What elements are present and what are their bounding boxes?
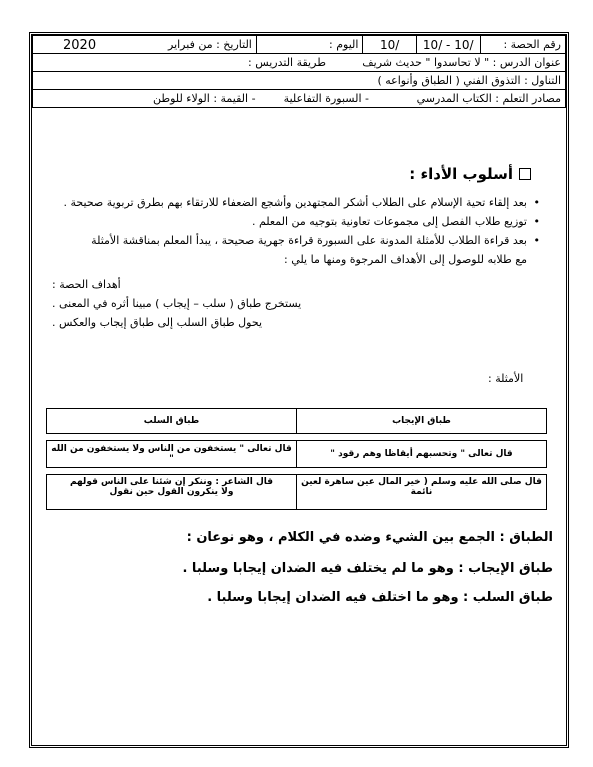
performance-heading <box>409 165 531 183</box>
checkbox-square-icon <box>519 168 531 180</box>
definition-line-2: طباق الإيجاب : وهو ما لم يختلف فيه الضدان إيجابا وسلبا . <box>182 561 553 576</box>
examples-row-2 <box>47 475 547 510</box>
row2-ijab-cell: قال صلى الله عليه وسلم ( خير المال عين ساهرة لعين نائمة <box>297 475 547 510</box>
row2-salb-cell <box>47 475 297 510</box>
performance-bullet-continuation: مع طلابه للوصول إلى الأهداف المرجوة ومنها ما يلي : <box>284 253 527 266</box>
performance-title: أسلوب الأداء : <box>409 165 513 183</box>
row2-salb-line-2: ولا ينكرون القول حين نقول <box>109 487 234 497</box>
session-number-label: رقم الحصة : <box>480 36 565 54</box>
value-label: - القيمة : الولاء للوطن <box>153 92 256 105</box>
objective-item-1: يستخرج طباق ( سلب – إيجاب ) مبينا أثره في المعنى . <box>52 297 302 310</box>
objectives-title: أهداف الحصة : <box>52 278 121 291</box>
examples-table <box>46 408 547 510</box>
objective-item-2: يحول طباق السلب إلى طباق إيجاب والعكس . <box>52 316 263 329</box>
tanawul-label: التناول : التذوق الفني ( الطباق وأنواعه ) <box>33 72 566 90</box>
page-border <box>29 32 569 748</box>
header-row-lesson <box>33 54 566 72</box>
date-label: التاريخ : من فبراير <box>168 38 252 51</box>
col-header-salb: طباق السلب <box>47 409 297 434</box>
date-field-2: 10/ - 10/ <box>416 36 480 54</box>
examples-header-row <box>47 409 547 434</box>
sources-label: مصادر التعلم : الكتاب المدرسي <box>416 92 561 105</box>
examples-title: الأمثلة : <box>488 372 524 385</box>
examples-row-1 <box>47 441 547 468</box>
lesson-cell <box>33 54 566 72</box>
performance-bullet-1: • بعد إلقاء تحية الإسلام على الطلاب أشكر المجتهدين وأشجع الضعفاء للارتقاء بهم بطرق تربوية صحيحة . <box>64 196 527 209</box>
performance-bullet-3: • بعد قراءة الطلاب للأمثلة المدونة على السبورة قراءة جهرية صحيحة ، يبدأ المعلم بمناقشة الأمثلة <box>91 234 527 247</box>
row1-salb-cell: قال تعالى " يستخفون من الناس ولا يستخفون من الله " <box>47 441 297 468</box>
definition-line-1: الطباق : الجمع بين الشيء وضده في الكلام ، وهو نوعان : <box>186 530 553 545</box>
lesson-title: عنوان الدرس : " لا تحاسدوا " حديث شريف <box>362 56 561 69</box>
date-year: 2020 <box>63 38 97 53</box>
date-cell <box>33 36 257 54</box>
header-row-tanawul <box>33 72 566 90</box>
performance-bullet-2: • توزيع طلاب الفصل إلى مجموعات تعاونية بتوجيه من المعلم . <box>252 215 527 228</box>
header-row-date <box>33 36 566 54</box>
board-label: - السبورة التفاعلية <box>283 92 369 105</box>
header-row-sources <box>33 90 566 108</box>
row1-ijab-cell: قال تعالى " وتحسبهم أيقاظا وهم رقود " <box>297 441 547 468</box>
teaching-method-label: طريقة التدريس : <box>248 56 326 69</box>
row2-salb-line-1: قال الشاعر : وننكر إن شئنا على الناس قولهم <box>69 477 274 487</box>
lesson-header-table <box>32 35 566 108</box>
sources-cell <box>33 90 566 108</box>
col-header-ijab: طباق الإيجاب <box>297 409 547 434</box>
day-label: اليوم : <box>256 36 363 54</box>
definition-line-3: طباق السلب : وهو ما اختلف فيه الضدان إيجابا وسلبا . <box>207 590 553 605</box>
date-field-1: 10/ <box>363 36 416 54</box>
